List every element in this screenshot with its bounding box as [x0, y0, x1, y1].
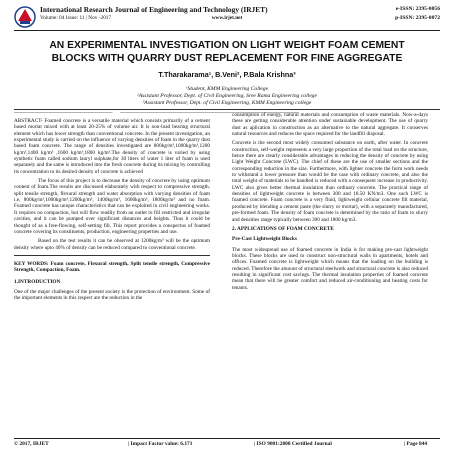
body-paragraph-3: The most widespread use of foamed concrete in India is for making pre-cast lightweight blocks. These blocks are used to construct non-structural walls in apartments, hotels and offices. Foamed concrete is lightweight which means that the loading on the building is reduced. Therefore the amount of structural steelwork and structural concrete is also reduced resulting in significant cost savings. The thermal insulation properties of foamed concrete mean that there will be greater comfort and reduced air-conditioning and heating costs for tenants.: [232, 246, 428, 291]
e-issn: e-ISSN: 2395-0056: [395, 6, 440, 12]
abstract-paragraph: ABSTRACT- Foamed concrete is a versatile material which consists primarily of a cement based mortar mixed with at least 20-25% of volume air. It is non-load bearing structural element which has lower strength than conventional concrete. In the present investigation, an experimental study is carried on the influence of varying densities of foam in the quarry dust based foam concrete. The range of densities investigated are 800kg/m³,1000kg/m³,1200 kg/m³,1400 kg/m³ ,1600 kg/m³,1800 kg/m³.The density of concrete is varied by using synthetic foam called sodium lauryl sulphate,for 30 liters of water 1 liter of foam is used separately and the same is introduced into the fresh concrete during its mixing by controlling its concentration to its desired density of concrete is achieved: [14, 118, 210, 175]
issn-block: [395, 5, 440, 23]
p-issn: p-ISSN: 2395-0072: [395, 15, 440, 21]
section-heading-applications: 2. APPLICATIONS OF FOAM CONCRETE: [232, 225, 334, 232]
keywords: KEY WORDS: Foam concrete, Flexural strength, Split tensile strength, Compressive Strength, Compaction, Foam.: [14, 260, 210, 274]
introduction-paragraph: One of the major challenges of the present society is the protection of environment. Some of the important elements in this respect are the reduction in the: [14, 288, 210, 302]
affiliation-1: ¹Student, KMM Engineering College: [185, 86, 269, 92]
body-paragraph-2: Concrete is the second most widely consumed substance on earth, after water. In concrete construction, self-weight represents a very large proportion of the total load on the structure, hence there are clearly considerable advantages in reducing the density of concrete by using Light Weight Concrete (LWC). The chief of these are the use of smaller sections and the corresponding reduction in the size. Furthermore, with lighter concrete the form work needs to withstand a lower pressure than would be the case with ordinary concrete, and also the total weight of materials to be handled is reduced with a consequent increase in productivity. LWC also gives better thermal insulation than ordinary concrete. The practical range of densities of lightweight concrete is between 300 and 18.50 KN/m3. One such LWC is foamed concrete. Foam concrete is a very fluid, lightweight cellular concrete fill material, produced by blending a cement paste (the slurry or mortar), with a separately manufactured, pre-formed foam. The density of foam concrete is determined by the ratio of foam to slurry and densities range typically between 300 and 1800 kg/m3.: [232, 140, 428, 223]
right-column: [232, 112, 428, 294]
footer-iso: | ISO 9001:2008 Certified Journal: [254, 441, 332, 447]
footer-impact-factor: | Impact Factor value: 6.171: [128, 441, 193, 447]
title-line-1: AN EXPERIMENTAL INVESTIGATION ON LIGHT WEIGHT FOAM CEMENT: [49, 40, 405, 51]
author-list: T.Tharakarama¹, B.Veni², P.Bala Krishna³: [158, 70, 296, 79]
affiliation-divider: [14, 109, 440, 110]
affiliation-2: ²Assistant Professor, Dept. of Civil Engineering, Sree Rama Engineering college: [137, 93, 317, 99]
abstract-paragraph-2: The focus of this project is to decrease the density of concrete by using optimum content of foam.The results are discussed elaborately with respect to compressive strength, split tensile strength, flexural strength and water absorption with varying densities of foam i.e, 800kg/m³,1000kg/m³,1200kg/m³, 1400kg/m³, 1600kg/m³, 1800kg/m³ and no foam. Foamed concrete has unique characteristics that can be exploited in civil engineering works. It requires no compaction, but will flow readily from an outlet to fill restricted and irregular cavities, and it can be pumped over significant distances and heights. Thus it could be thought of as a free-flowing, self-setting fill. This report provides a conspectus of foamed concrete covering its constituents, production, engineering properties and use.: [14, 178, 210, 235]
journal-name: International Research Journal of Engineering and Technology (IRJET): [40, 5, 268, 14]
footer-page-number: | Page 844: [404, 441, 428, 447]
title-line-2: BLOCKS WITH QUARRY DUST REPLACEMENT FOR FINE AGGREGATE: [51, 52, 403, 64]
abstract-divider: [14, 255, 210, 256]
footer-copyright: © 2017, IRJET: [14, 441, 49, 447]
dash-divider-left: ------------------------------------------------------------------------: [14, 111, 113, 116]
left-column: [14, 118, 210, 305]
volume-issue: Volume: 04 Issue: 11 | Nov -2017: [40, 15, 112, 21]
header-divider: [14, 30, 440, 31]
abstract-paragraph-3: Based on the test results it can be observed at 1200kg/m³ will be the optimum density where upto 40% of density can be reduced compared to conventional concrete.: [14, 238, 210, 251]
footer-divider: [14, 438, 440, 439]
dash-divider-right: -----------------------------------------------------------------------------------------------------------------------------------: [120, 111, 299, 116]
affiliation-3: ³Assistant Professor, Dept. of Civil Engineering, KMM Engineering college: [142, 100, 312, 106]
section-heading-introduction: 1.INTRODUCTION: [14, 278, 61, 285]
body-paragraph-1: consumption of energy, natural materials and consumption of waste materials. Now-a-days these are getting considerable attention under sustainable development. The use of quarry dust as aplication in construction as an alternative to the natural aggregate. It conserves natural resources and reduces the space required for the landfill disposal.: [232, 112, 428, 138]
subsection-heading-precast: Pre-Cast Lightweight Blocks: [232, 236, 297, 243]
paper-title: [14, 40, 440, 65]
journal-website: www.irjet.net: [211, 15, 243, 21]
